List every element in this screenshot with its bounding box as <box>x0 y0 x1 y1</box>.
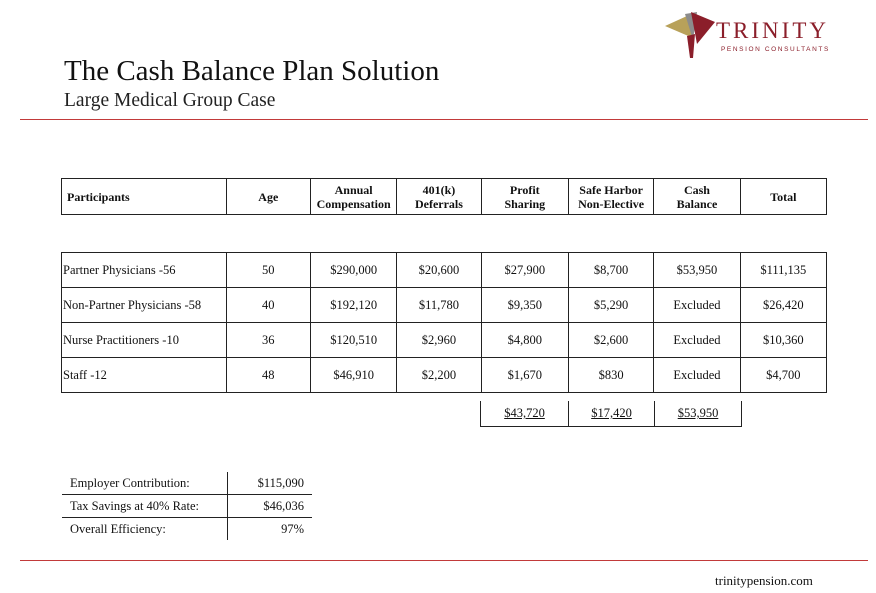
profit-sharing-total: $43,720 <box>481 401 569 427</box>
summary-row <box>62 518 312 541</box>
tax-savings-value: $46,036 <box>228 495 313 518</box>
total-cell: $4,700 <box>740 358 826 393</box>
safe-harbor-cell: $5,290 <box>568 288 653 323</box>
age-cell: 36 <box>226 323 310 358</box>
total-cell: $26,420 <box>740 288 826 323</box>
age-cell: 48 <box>226 358 310 393</box>
cash-balance-total: $53,950 <box>655 401 742 427</box>
page-subtitle: Large Medical Group Case <box>64 90 276 111</box>
participant-cell: Non-Partner Physicians -58 <box>62 288 227 323</box>
col-header-profit-sharing: Profit Sharing <box>481 179 568 215</box>
logo-tagline: PENSION CONSULTANTS <box>721 46 830 53</box>
overall-efficiency-value: 97% <box>281 521 304 536</box>
cash-balance-cell: Excluded <box>654 323 740 358</box>
profit-sharing-cell: $27,900 <box>481 253 568 288</box>
total-cell: $10,360 <box>740 323 826 358</box>
totals-row <box>481 401 742 427</box>
compensation-cell: $46,910 <box>310 358 396 393</box>
deferrals-cell: $2,200 <box>397 358 481 393</box>
logo-name: TRINITY <box>716 18 829 43</box>
header-table <box>61 178 827 215</box>
table-row <box>62 288 827 323</box>
footer-url: trinitypension.com <box>715 573 813 588</box>
overall-efficiency-label: Overall Efficiency: <box>62 518 228 541</box>
profit-sharing-cell: $1,670 <box>481 358 568 393</box>
age-cell: 50 <box>226 253 310 288</box>
cash-balance-cell: $53,950 <box>654 253 740 288</box>
page-title: The Cash Balance Plan Solution <box>64 55 440 87</box>
summary-row <box>62 472 312 495</box>
safe-harbor-cell: $2,600 <box>568 323 653 358</box>
trinity-emblem-icon <box>663 10 719 60</box>
participants-table <box>61 252 827 393</box>
safe-harbor-cell: $830 <box>568 358 653 393</box>
compensation-cell: $120,510 <box>310 323 396 358</box>
profit-sharing-cell: $9,350 <box>481 288 568 323</box>
tax-savings-label: Tax Savings at 40% Rate: <box>62 495 228 518</box>
header-row <box>62 179 827 215</box>
table-row <box>62 253 827 288</box>
employer-contribution-label: Employer Contribution: <box>62 472 228 495</box>
participant-cell: Staff -12 <box>62 358 227 393</box>
table-row <box>62 323 827 358</box>
profit-sharing-cell: $4,800 <box>481 323 568 358</box>
deferrals-cell: $11,780 <box>397 288 481 323</box>
col-header-cash-balance: Cash Balance <box>654 179 740 215</box>
participant-cell: Nurse Practitioners -10 <box>62 323 227 358</box>
summary-row <box>62 495 312 518</box>
trinity-logo <box>663 10 833 60</box>
col-header-participants: Participants <box>62 179 227 215</box>
cash-balance-cell: Excluded <box>654 358 740 393</box>
bottom-divider <box>20 560 868 561</box>
deferrals-cell: $20,600 <box>397 253 481 288</box>
col-header-safe-harbor: Safe Harbor Non-Elective <box>568 179 653 215</box>
col-header-annual-compensation: Annual Compensation <box>310 179 396 215</box>
table-row <box>62 358 827 393</box>
total-cell: $111,135 <box>740 253 826 288</box>
participant-cell: Partner Physicians -56 <box>62 253 227 288</box>
cash-balance-cell: Excluded <box>654 288 740 323</box>
employer-contribution-value: $115,090 <box>228 472 313 495</box>
top-divider <box>20 119 868 120</box>
deferrals-cell: $2,960 <box>397 323 481 358</box>
compensation-cell: $290,000 <box>310 253 396 288</box>
compensation-cell: $192,120 <box>310 288 396 323</box>
safe-harbor-cell: $8,700 <box>568 253 653 288</box>
col-header-401k-deferrals: 401(k) Deferrals <box>397 179 481 215</box>
age-cell: 40 <box>226 288 310 323</box>
safe-harbor-total: $17,420 <box>569 401 655 427</box>
summary-table <box>62 472 312 540</box>
col-header-age: Age <box>226 179 310 215</box>
column-totals <box>480 401 742 427</box>
col-header-total: Total <box>740 179 826 215</box>
